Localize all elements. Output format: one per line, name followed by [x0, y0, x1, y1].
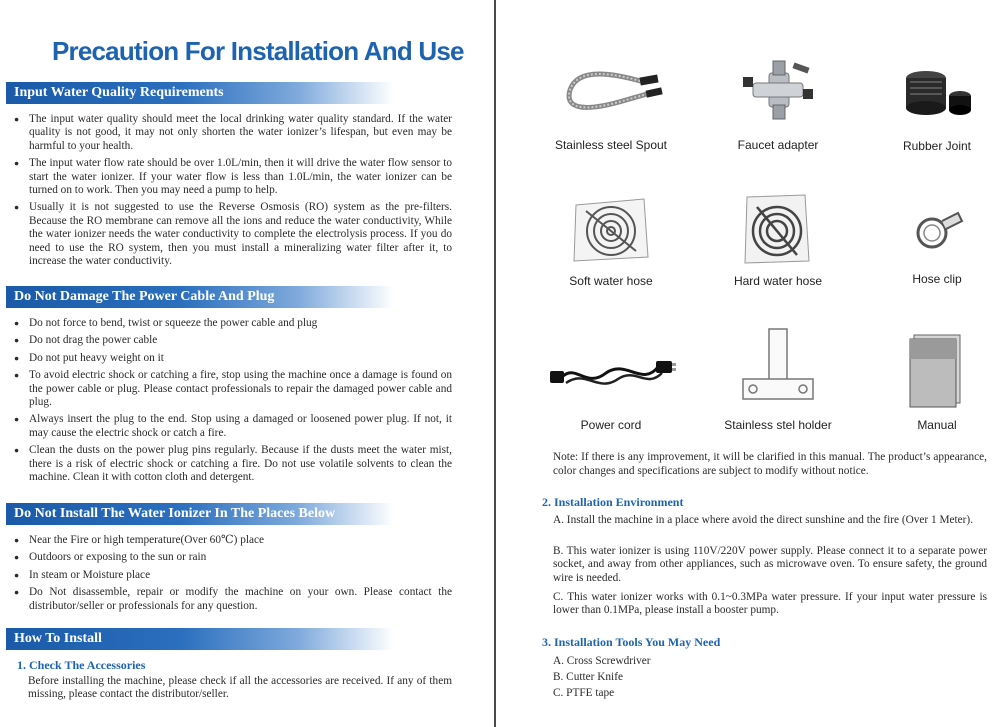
page-title: Precaution For Installation And Use — [52, 36, 464, 66]
note-text: Note: If there is any improvement, it will be clarified in this manual. The product’s appearance, color changes and specifications are subject to modify without notice. — [553, 451, 987, 477]
accessory-label: Power cord — [580, 418, 642, 432]
check-accessories-title: 1. Check The Accessories — [17, 658, 146, 672]
page-divider — [494, 0, 496, 727]
accessory-label: Stainless stel holder — [724, 418, 832, 432]
list-item: ● Do not force to bend, twist or squeeze the power cable and plug — [14, 317, 452, 330]
accessory-label: Stainless steel Spout — [554, 138, 668, 152]
accessory-spout — [531, 50, 691, 152]
accessory-manual — [857, 324, 1000, 432]
environment-item: A. Install the machine in a place where avoid the direct sunshine and the fire (Over 1 Meter). — [553, 514, 974, 526]
section-heading-how-to-install: How To Install — [6, 628, 394, 650]
list-item: ● Clean the dusts on the power plug pins regularly. Because if the dusts meet the water mist, there is a risk of electric shock or catching a fire. Do not use volatile solvents to clean the machine. Clean it with cotton cloth and detergent. — [14, 444, 452, 484]
accessory-holder — [698, 324, 858, 432]
right-page — [497, 0, 1000, 727]
section-heading-power-cable: Do Not Damage The Power Cable And Plug — [6, 286, 394, 308]
list-item: ● In steam or Moisture place — [14, 569, 452, 582]
list-item: ● To avoid electric shock or catching a fire, stop using the machine once a damage is found on the power cable or plug. Please contact professionals to repair the damaged power cable and plug. — [14, 369, 452, 409]
hard-hose-icon — [733, 189, 823, 269]
accessory-rubber-joint — [857, 50, 1000, 153]
list-item: ● Usually it is not suggested to use the Reverse Osmosis (RO) system as the pre-filters. Because the RO membrane can remove all the ions and reduce the water conductivity, While the water ionizer needs the water conductivity to complete the electrolysis process. If you do need to use the RO system, then you must install a mineralizing water filter after it, to increase the water conductivity. — [14, 201, 452, 268]
list-item: ● Always insert the plug to the end. Stop using a damaged or loosened power plug. If not, it may cause the electric shock or catch a fire. — [14, 413, 452, 440]
list-item: ● Near the Fire or high temperature(Over 60℃) place — [14, 534, 452, 547]
accessory-label: Hose clip — [912, 272, 962, 286]
faucet-adapter-icon — [733, 55, 823, 135]
environment-item: C. This water ionizer works with 0.1~0.3MPa water pressure. If your input water pressure is lower than 0.1MPa, please install a booster pump. — [553, 591, 987, 617]
accessory-hose-clip — [857, 184, 1000, 286]
holder-icon — [733, 325, 823, 413]
spout-icon — [556, 60, 666, 130]
accessory-power-cord — [531, 324, 691, 432]
accessory-soft-hose — [531, 184, 691, 288]
accessory-hard-hose — [698, 184, 858, 288]
accessory-label: Hard water hose — [733, 274, 823, 288]
accessory-faucet-adapter — [698, 50, 858, 152]
list-item: ● Do not drag the power cable — [14, 334, 452, 347]
list-item: ● Do not put heavy weight on it — [14, 352, 452, 365]
list-item: ● Outdoors or exposing to the sun or rain — [14, 551, 452, 564]
soft-hose-icon — [566, 189, 656, 269]
list-item: ● Do Not disassemble, repair or modify the machine on your own. Please contact the distributor/seller or professionals for any question. — [14, 586, 452, 613]
manual-icon — [902, 329, 972, 409]
accessory-label: Soft water hose — [569, 274, 653, 288]
section-heading-places: Do Not Install The Water Ionizer In The Places Below — [6, 503, 394, 525]
accessory-label: Manual — [917, 418, 957, 432]
rubber-joint-icon — [892, 60, 982, 130]
hose-clip-icon — [902, 199, 972, 259]
section-heading-water-quality: Input Water Quality Requirements — [6, 82, 394, 104]
power-cord-icon — [546, 339, 676, 399]
tool-item: A. Cross Screwdriver — [553, 655, 651, 667]
tool-item: B. Cutter Knife — [553, 671, 623, 683]
accessory-label: Faucet adapter — [737, 138, 819, 152]
left-page — [0, 0, 494, 727]
power-cable-list — [14, 317, 452, 488]
installation-environment-title: 2. Installation Environment — [542, 495, 684, 509]
check-accessories-text: Before installing the machine, please check if all the accessories are received. If any of them missing, please contact the distributor/seller. — [28, 675, 452, 701]
list-item: ● The input water quality should meet the local drinking water quality standard. If the water quality is not good, it may not only shorten the water ionizer’s lifespan, but even may be harmful to your health. — [14, 113, 452, 153]
tool-item: C. PTFE tape — [553, 687, 615, 699]
installation-tools-title: 3. Installation Tools You May Need — [542, 635, 721, 649]
places-list — [14, 534, 452, 617]
accessory-label: Rubber Joint — [902, 139, 972, 153]
list-item: ● The input water flow rate should be over 1.0L/min, then it will drive the water flow sensor to start the water ionizer. If your water flow is less than 1.0L/min, the water ionizer can be turned on to work. Then you may need a pump to help. — [14, 157, 452, 197]
water-quality-list — [14, 113, 452, 272]
environment-item: B. This water ionizer is using 110V/220V power supply. Please connect it to a separate power socket, and away from other appliances, such as microwave oven. To ensure safety, the ground wire is needed. — [553, 545, 987, 584]
